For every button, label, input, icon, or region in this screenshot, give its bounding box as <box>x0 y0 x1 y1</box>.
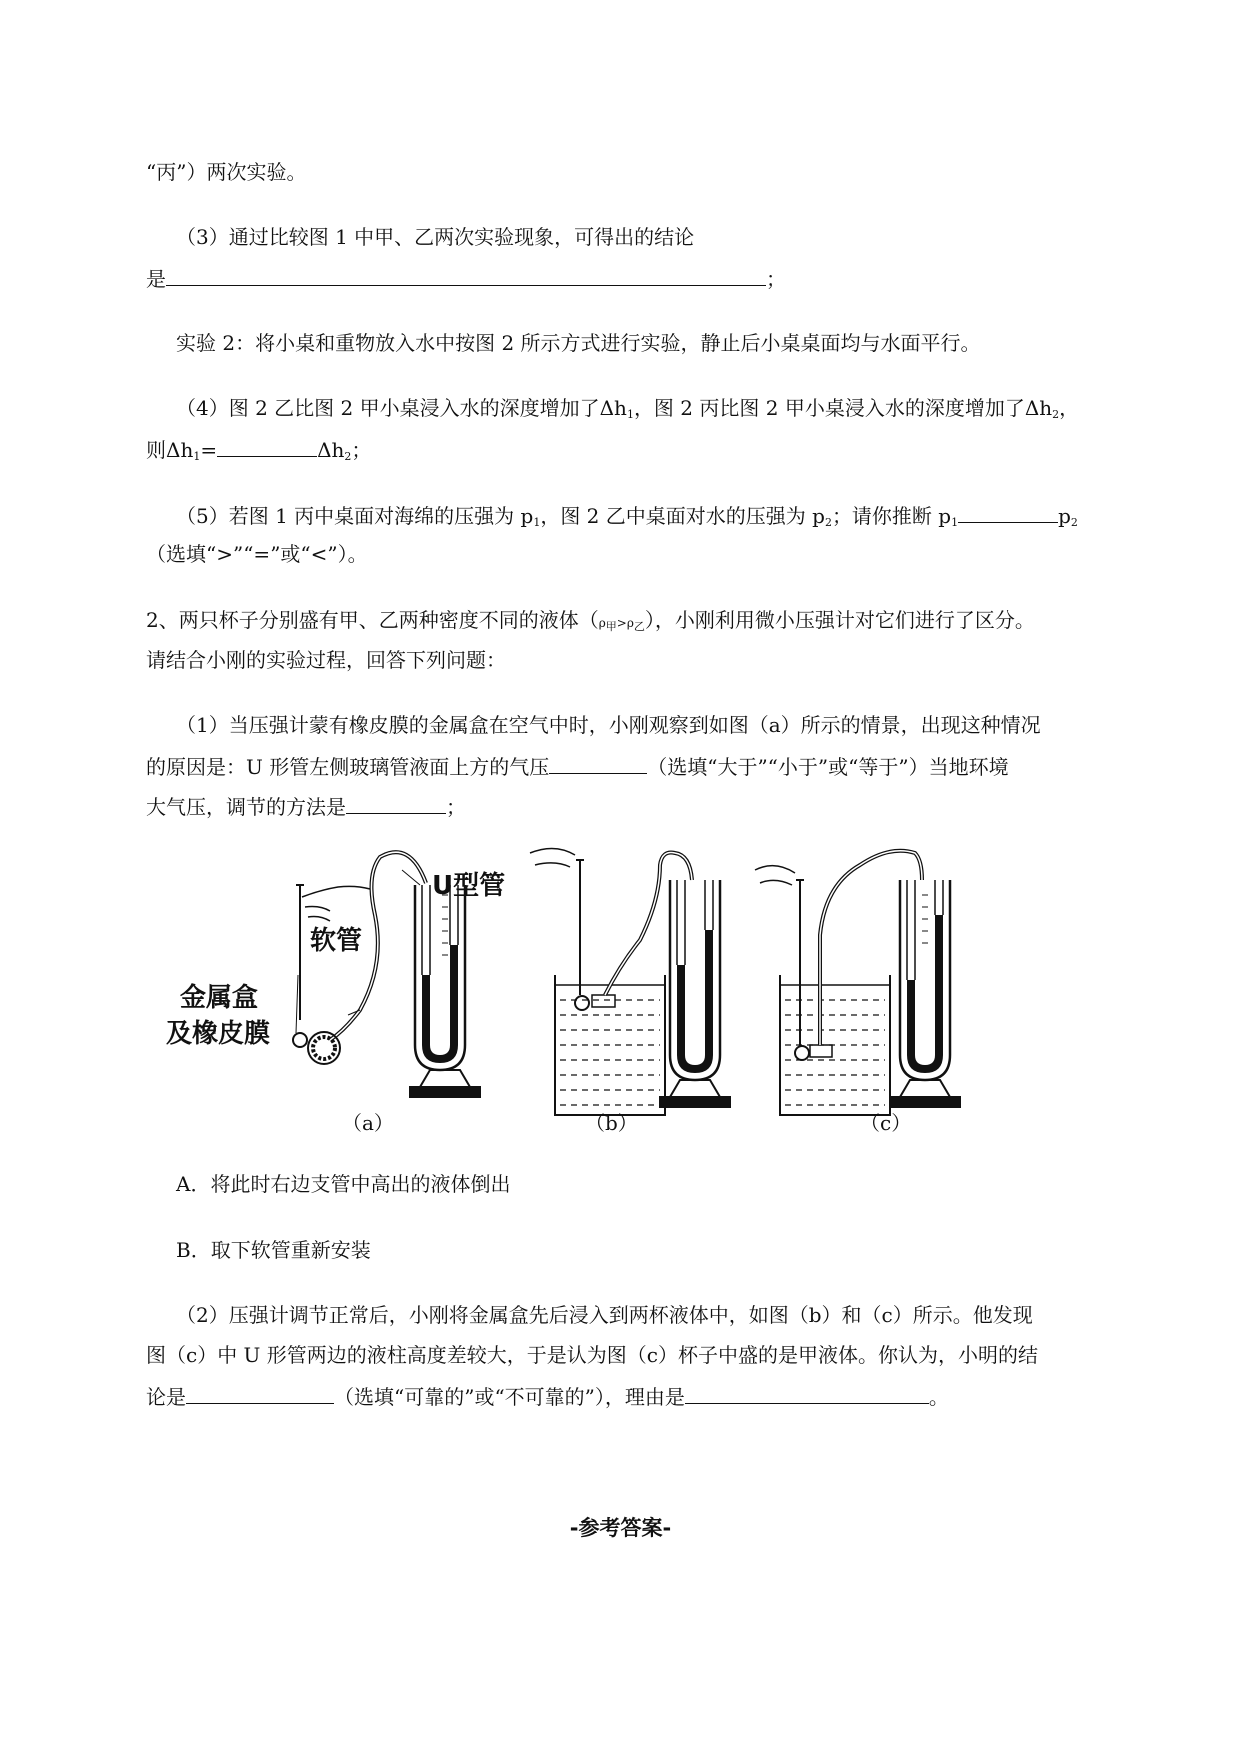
question-4-answer-line: 则$\Delta h_1= \Delta h_2$； <box>146 434 371 471</box>
sub-question-2: （2）压强计调节正常后，小刚将金属盒先后浸入到两杯液体中，如图（b）和（c）所示。他发现 <box>176 1303 1033 1327</box>
question-2-stem: 2、两只杯子分别盛有甲、乙两种密度不同的液体$(\rho_甲>\rho_乙)$，小刚利用微小压强计对它们进行了区分。 <box>146 608 1035 633</box>
pressure-gauge-figure <box>166 845 1070 1135</box>
experiment-2-intro: 实验 2：将小桌和重物放入水中按图 2 所示方式进行实验，静止后小桌桌面均与水面平行。 <box>176 331 981 355</box>
answer-blank[interactable] <box>217 434 317 457</box>
figure-drawing <box>170 845 1070 1135</box>
label-u-tube: U型管 <box>432 871 506 901</box>
caption-b: （b） <box>585 1111 638 1135</box>
caption-c: （c） <box>860 1111 912 1135</box>
sub-question-2-line2: 图（c）中 U 形管两边的液柱高度差较大，于是认为图（c）杯子中盛的是甲液体。你认为，小明的结 <box>146 1343 1038 1367</box>
question-3-answer-line: 是 ； <box>146 263 786 293</box>
answer-blank[interactable] <box>186 1381 334 1404</box>
answer-blank[interactable] <box>549 751 647 774</box>
question-4: （4）图 2 乙比图 2 甲小桌浸入水的深度增加了$\Delta h_1$，图 2 丙比图 2 甲小桌浸入水的深度增加了$\Delta h_2$， <box>176 396 1080 421</box>
label-metal-box: 金属盒 <box>180 983 259 1013</box>
caption-a: （a） <box>342 1111 394 1135</box>
sub-question-1-line3: 大气压，调节的方法是 ； <box>146 791 466 821</box>
reference-answer-heading: -参考答案- <box>569 1516 672 1540</box>
answer-blank[interactable] <box>346 791 446 814</box>
sub-question-1-line2: 的原因是：U 形管左侧玻璃管液面上方的气压 （选填“大于”“小于”或“等于”）当地环境 <box>146 751 1009 781</box>
label-hose: 软管 <box>310 926 363 956</box>
answer-blank[interactable] <box>958 500 1058 523</box>
label-membrane: 及橡皮膜 <box>166 1019 271 1049</box>
sub-question-2-line3: 论是 （选填“可靠的”或“不可靠的”），理由是 。 <box>146 1381 949 1411</box>
question-2-stem-line2: 请结合小刚的实验过程，回答下列问题： <box>146 648 506 672</box>
sub-question-1: （1）当压强计蒙有橡皮膜的金属盒在空气中时，小刚观察到如图（a）所示的情景，出现这种情况 <box>176 713 1041 737</box>
question-3: （3）通过比较图 1 中甲、乙两次实验现象，可得出的结论 <box>176 225 695 249</box>
option-a: A．将此时右边支管中高出的液体倒出 <box>176 1172 511 1196</box>
answer-blank[interactable] <box>166 263 766 286</box>
question-5-hint: （选填“>”“=”或“<”）。 <box>146 542 368 566</box>
option-b: B．取下软管重新安装 <box>176 1238 371 1262</box>
question-5: （5）若图 1 丙中桌面对海绵的压强为 $p_1$，图 2 乙中桌面对水的压强为 $p_2$；请你推断 $p_1$ $p_2$ <box>176 500 1078 537</box>
answer-blank[interactable] <box>685 1381 929 1404</box>
text-line-1: “丙”）两次实验。 <box>146 160 307 184</box>
